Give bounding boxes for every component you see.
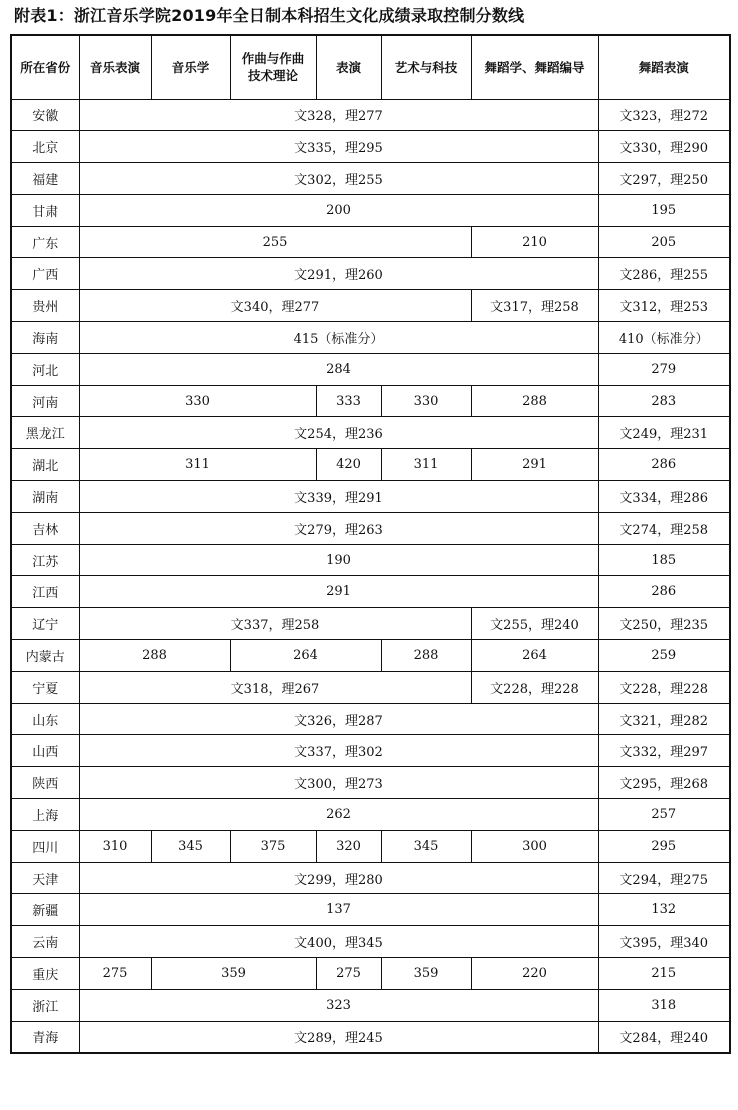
column-header: 表演 (316, 35, 381, 99)
score-cell: 文294，理275 (598, 862, 730, 894)
province-cell: 江苏 (11, 544, 79, 576)
score-cell: 文326，理287 (79, 703, 598, 735)
province-cell: 北京 (11, 131, 79, 163)
score-cell: 320 (316, 830, 381, 862)
table-row (11, 290, 730, 322)
province-cell: 内蒙古 (11, 640, 79, 672)
score-cell: 文250，理235 (598, 608, 730, 640)
score-cell: 文295，理268 (598, 767, 730, 799)
column-header: 舞蹈表演 (598, 35, 730, 99)
score-cell: 410（标准分） (598, 322, 730, 354)
score-cell: 295 (598, 830, 730, 862)
score-cell: 文255，理240 (471, 608, 598, 640)
score-cell: 286 (598, 576, 730, 608)
province-cell: 广东 (11, 226, 79, 258)
province-cell: 重庆 (11, 958, 79, 990)
table-row (11, 735, 730, 767)
table-row (11, 767, 730, 799)
score-cell: 345 (381, 830, 471, 862)
score-cell: 345 (151, 830, 230, 862)
province-cell: 河北 (11, 353, 79, 385)
score-cell: 310 (79, 830, 151, 862)
table-row (11, 99, 730, 131)
score-cell: 330 (79, 385, 316, 417)
table-row (11, 608, 730, 640)
score-cell: 283 (598, 385, 730, 417)
score-cell: 257 (598, 799, 730, 831)
score-cell: 文302，理255 (79, 163, 598, 195)
table-row (11, 894, 730, 926)
score-cell: 323 (79, 989, 598, 1021)
score-cell: 137 (79, 894, 598, 926)
score-cell: 259 (598, 640, 730, 672)
score-cell: 文274，理258 (598, 512, 730, 544)
table-header (11, 35, 730, 99)
province-cell: 贵州 (11, 290, 79, 322)
score-cell: 275 (316, 958, 381, 990)
score-cell: 300 (471, 830, 598, 862)
table-row (11, 799, 730, 831)
table-row (11, 544, 730, 576)
score-cell: 文300，理273 (79, 767, 598, 799)
province-cell: 浙江 (11, 989, 79, 1021)
score-cell: 359 (151, 958, 316, 990)
score-cell: 文335，理295 (79, 131, 598, 163)
score-cell: 文318，理267 (79, 671, 471, 703)
score-cell: 311 (381, 449, 471, 481)
province-cell: 天津 (11, 862, 79, 894)
score-cell: 文337，理258 (79, 608, 471, 640)
province-cell: 四川 (11, 830, 79, 862)
score-cell: 330 (381, 385, 471, 417)
score-cell: 264 (230, 640, 381, 672)
province-cell: 湖北 (11, 449, 79, 481)
score-cell: 288 (381, 640, 471, 672)
table-row (11, 512, 730, 544)
score-cell: 286 (598, 449, 730, 481)
column-header: 舞蹈学、舞蹈编导 (471, 35, 598, 99)
score-cell: 288 (471, 385, 598, 417)
score-cell: 文323，理272 (598, 99, 730, 131)
score-cell: 文340，理277 (79, 290, 471, 322)
province-cell: 湖南 (11, 481, 79, 513)
score-cell: 275 (79, 958, 151, 990)
score-cell: 文289，理245 (79, 1021, 598, 1053)
province-cell: 山西 (11, 735, 79, 767)
province-cell: 青海 (11, 1021, 79, 1053)
province-cell: 上海 (11, 799, 79, 831)
province-cell: 山东 (11, 703, 79, 735)
province-cell: 宁夏 (11, 671, 79, 703)
score-cell: 文228，理228 (471, 671, 598, 703)
column-header: 音乐学 (151, 35, 230, 99)
score-cell: 文286，理255 (598, 258, 730, 290)
province-cell: 黑龙江 (11, 417, 79, 449)
province-cell: 福建 (11, 163, 79, 195)
table-row (11, 576, 730, 608)
table-row (11, 194, 730, 226)
score-cell: 220 (471, 958, 598, 990)
score-cell: 132 (598, 894, 730, 926)
table-row (11, 989, 730, 1021)
table-body (11, 99, 730, 1053)
score-cell: 291 (79, 576, 598, 608)
province-cell: 江西 (11, 576, 79, 608)
score-cell: 文249，理231 (598, 417, 730, 449)
score-cell: 文330，理290 (598, 131, 730, 163)
province-cell: 辽宁 (11, 608, 79, 640)
table-row (11, 926, 730, 958)
score-cell: 255 (79, 226, 471, 258)
province-cell: 广西 (11, 258, 79, 290)
score-cell: 359 (381, 958, 471, 990)
province-cell: 云南 (11, 926, 79, 958)
score-cell: 415（标准分） (79, 322, 598, 354)
page-title: 附表1：浙江音乐学院2019年全日制本科招生文化成绩录取控制分数线 (14, 6, 525, 25)
score-cell: 文228，理228 (598, 671, 730, 703)
score-cell: 文254，理236 (79, 417, 598, 449)
score-cell: 318 (598, 989, 730, 1021)
table-row (11, 703, 730, 735)
score-cell: 文312，理253 (598, 290, 730, 322)
score-cell: 文279，理263 (79, 512, 598, 544)
column-header: 作曲与作曲技术理论 (230, 35, 316, 99)
score-cell: 195 (598, 194, 730, 226)
score-cell: 284 (79, 353, 598, 385)
column-header: 音乐表演 (79, 35, 151, 99)
province-cell: 河南 (11, 385, 79, 417)
score-cell: 文400，理345 (79, 926, 598, 958)
table-row (11, 385, 730, 417)
score-cell: 210 (471, 226, 598, 258)
header-row (11, 35, 730, 99)
score-cell: 文297，理250 (598, 163, 730, 195)
table-row (11, 258, 730, 290)
table-row (11, 131, 730, 163)
score-cell: 205 (598, 226, 730, 258)
score-cell: 文291，理260 (79, 258, 598, 290)
table-row (11, 226, 730, 258)
score-cell: 190 (79, 544, 598, 576)
province-cell: 新疆 (11, 894, 79, 926)
score-cell: 文337，理302 (79, 735, 598, 767)
column-header: 所在省份 (11, 35, 79, 99)
province-cell: 陕西 (11, 767, 79, 799)
score-cell: 文328，理277 (79, 99, 598, 131)
score-cell: 文332，理297 (598, 735, 730, 767)
table-row (11, 958, 730, 990)
score-cell: 文317，理258 (471, 290, 598, 322)
score-cell: 200 (79, 194, 598, 226)
score-cell: 文299，理280 (79, 862, 598, 894)
table-row (11, 830, 730, 862)
score-cell: 375 (230, 830, 316, 862)
table-row (11, 163, 730, 195)
score-cell: 311 (79, 449, 316, 481)
column-header: 艺术与科技 (381, 35, 471, 99)
score-cell: 279 (598, 353, 730, 385)
score-cell: 文339，理291 (79, 481, 598, 513)
score-cell: 文395，理340 (598, 926, 730, 958)
score-cell: 262 (79, 799, 598, 831)
table-row (11, 481, 730, 513)
table-row (11, 353, 730, 385)
score-cell: 333 (316, 385, 381, 417)
score-cell: 215 (598, 958, 730, 990)
table-row (11, 417, 730, 449)
score-cell: 264 (471, 640, 598, 672)
score-cell: 文284，理240 (598, 1021, 730, 1053)
province-cell: 海南 (11, 322, 79, 354)
score-cell: 文321，理282 (598, 703, 730, 735)
score-cell: 185 (598, 544, 730, 576)
province-cell: 吉林 (11, 512, 79, 544)
table-row (11, 671, 730, 703)
score-cell: 420 (316, 449, 381, 481)
province-cell: 安徽 (11, 99, 79, 131)
table-row (11, 449, 730, 481)
table-row (11, 862, 730, 894)
table-row (11, 640, 730, 672)
score-cell: 文334，理286 (598, 481, 730, 513)
score-table (10, 34, 731, 1054)
province-cell: 甘肃 (11, 194, 79, 226)
score-cell: 291 (471, 449, 598, 481)
table-row (11, 1021, 730, 1053)
table-row (11, 322, 730, 354)
score-cell: 288 (79, 640, 230, 672)
